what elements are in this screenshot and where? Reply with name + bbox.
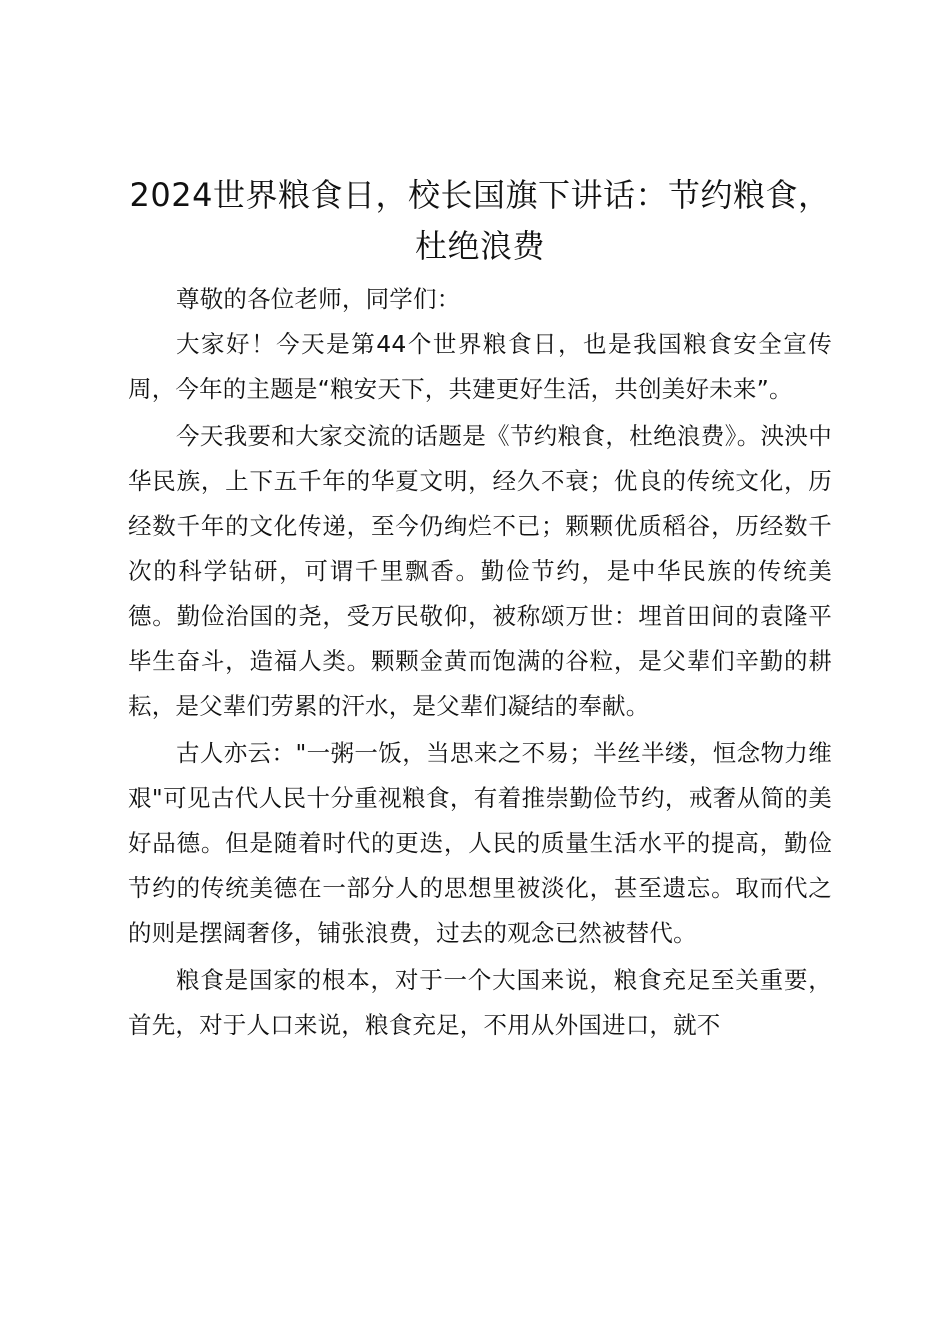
document-page [128,170,832,1048]
intro-paragraph: 大家好！今天是第44个世界粮食日，也是我国粮食安全宣传周，今年的主题是“粮安天下，共建更好生活，共创美好未来”。 [128,330,832,403]
document-title: 2024世界粮食日，校长国旗下讲话：节约粮食，杜绝浪费 [129,176,831,265]
ancient-saying-paragraph: 古人亦云："一粥一饭，当思来之不易；半丝半缕，恒念物力维艰"可见古代人民十分重视粮食，有着推崇勤俭节约，戒奢从简的美好品德。但是随着时代的更迭，人民的质量生活水平的提高，勤俭节约的传统美德在一部分人的思想里被淡化，甚至遗忘。取而代之的则是摆阔奢侈，铺张浪费，过去的观念已然被替代。 [128,739,832,947]
food-importance-paragraph: 粮食是国家的根本，对于一个大国来说，粮食充足至关重要，首先，对于人口来说，粮食充足，不用从外国进口，就不 [128,966,832,1039]
topic-paragraph: 今天我要和大家交流的话题是《节约粮食，杜绝浪费》。泱泱中华民族，上下五千年的华夏文明，经久不衰；优良的传统文化，历经数千年的文化传递，至今仍绚烂不已；颗颗优质稻谷，历经数千次的科学钻研，可谓千里飘香。勤俭节约，是中华民族的传统美德。勤俭治国的尧，受万民敬仰，被称颂万世：埋首田间的袁隆平毕生奋斗，造福人类。颗颗金黄而饱满的谷粒，是父辈们辛勤的耕耘，是父辈们劳累的汗水，是父辈们凝结的奉献。 [128,422,832,720]
greeting-paragraph: 尊敬的各位老师，同学们： [176,285,461,313]
